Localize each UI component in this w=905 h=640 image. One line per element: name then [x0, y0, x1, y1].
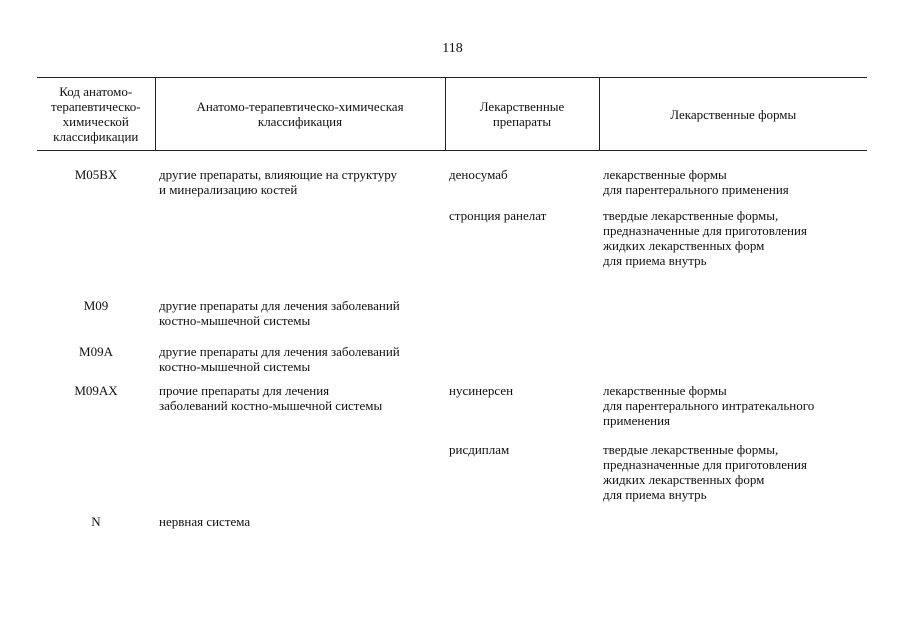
- table-row: [37, 298, 867, 344]
- table-row: [37, 151, 867, 208]
- header-forms: Лекарственные формы: [599, 78, 867, 151]
- row-classification: прочие препараты для лечения заболеваний костно-мышечной системы: [159, 382, 383, 413]
- row-code: [37, 208, 155, 298]
- table-row: [37, 514, 867, 534]
- row-code: M09A: [79, 343, 113, 359]
- row-code: M05BX: [74, 167, 118, 182]
- table-row: [37, 344, 867, 383]
- row-form: твердые лекарственные формы, предназначенные для приготовления жидких лекарственных форм для приема внутрь: [603, 207, 807, 268]
- row-classification: [155, 208, 445, 298]
- row-classification: другие препараты для лечения заболеваний костно-мышечной системы: [159, 343, 400, 374]
- header-code: Код анатомо- терапевтическо- химической классификации: [37, 78, 155, 151]
- row-drug: деносумаб: [449, 167, 508, 182]
- row-classification: нервная система: [159, 513, 251, 529]
- row-drug: [445, 514, 599, 534]
- header-classification: Анатомо-терапевтическо-химическая классификация: [155, 78, 445, 151]
- row-code: M09AX: [74, 382, 118, 398]
- table-header-row: [37, 78, 867, 151]
- row-form: [599, 344, 867, 383]
- row-form: твердые лекарственные формы, предназначенные для приготовления жидких лекарственных форм для приема внутрь: [603, 441, 807, 502]
- header-drugs: Лекарственные препараты: [445, 78, 599, 151]
- row-drug: нусинерсен: [449, 382, 514, 398]
- row-form: лекарственные формы для парентерального применения: [603, 167, 789, 197]
- row-form: [599, 514, 867, 534]
- table-row: [37, 442, 867, 514]
- table-row: [37, 383, 867, 442]
- row-classification: [155, 442, 445, 514]
- row-drug: стронция ранелат: [449, 207, 547, 223]
- row-drug: [445, 344, 599, 383]
- row-classification: другие препараты, влияющие на структуру и минерализацию костей: [159, 167, 398, 197]
- page-number: 118: [442, 41, 463, 56]
- table-row: [37, 208, 867, 298]
- row-drug: [445, 298, 599, 344]
- row-drug: рисдиплам: [449, 441, 510, 457]
- row-code: [37, 442, 155, 514]
- row-form: [599, 298, 867, 344]
- drug-classification-table: [37, 77, 867, 534]
- row-code: N: [91, 513, 101, 529]
- row-code: M09: [83, 297, 109, 313]
- row-classification: другие препараты для лечения заболеваний костно-мышечной системы: [159, 297, 400, 328]
- row-form: лекарственные формы для парентерального интратекального применения: [603, 382, 815, 428]
